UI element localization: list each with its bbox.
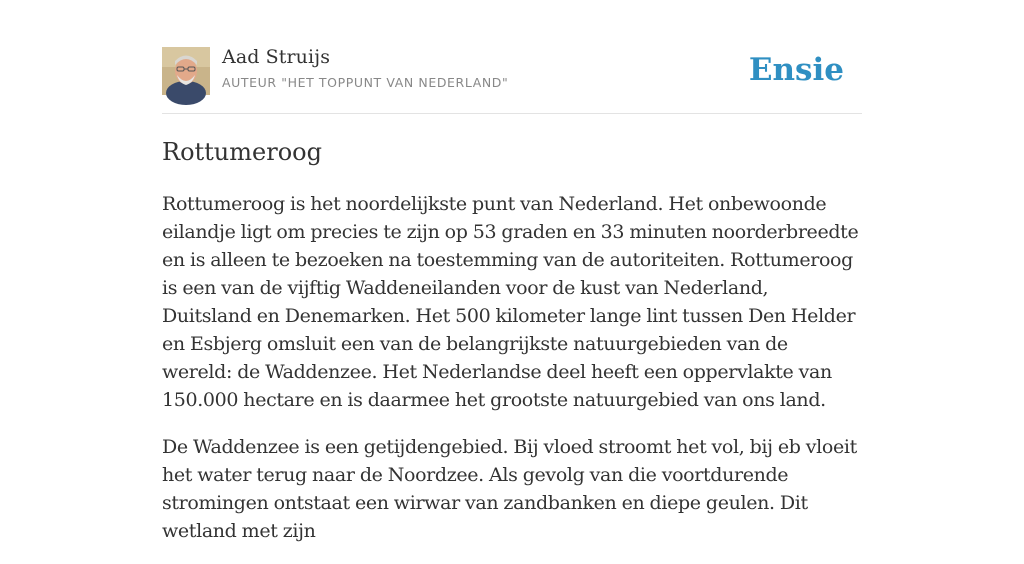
avatar-portrait-icon — [162, 47, 210, 95]
article-page — [162, 0, 862, 542]
author-name[interactable]: Aad Struijs — [222, 46, 331, 68]
article-paragraph-2: De Waddenzee is een getijdengebied. Bij vloed stroomt het vol, bij eb vloeit het water terug naar de Noordzee. Als gevolg van die voortdurende stromingen ontstaat een wirwar van zandbanken en diepe geulen. Dit wetland met zijn — [162, 436, 857, 542]
author-header — [162, 0, 862, 114]
article-title: Rottumeroog — [162, 138, 322, 166]
ensie-logo[interactable]: Ensie — [748, 52, 844, 88]
article-body — [162, 190, 862, 564]
author-avatar[interactable] — [162, 47, 210, 95]
article-paragraph-1: Rottumeroog is het noordelijkste punt van Nederland. Het onbewoonde eilandje ligt om precies te zijn op 53 graden en 33 minuten noorderbreedte en is alleen te bezoeken na toestemming van de autoriteiten. Rottumeroog is een van de vijftig Waddeneilanden voor de kust van Nederland, Duitsland en Denemarken. Het 500 kilometer lange lint tussen Den Helder en Esbjerg omsluit een van de belangrijkste natuurgebieden van de wereld: de Waddenzee. Het Nederlandse deel heeft een oppervlakte van 150.000 hectare en is daarmee het grootste natuurgebied van ons land. — [162, 193, 859, 411]
author-role: AUTEUR "HET TOPPUNT VAN NEDERLAND" — [222, 75, 509, 90]
